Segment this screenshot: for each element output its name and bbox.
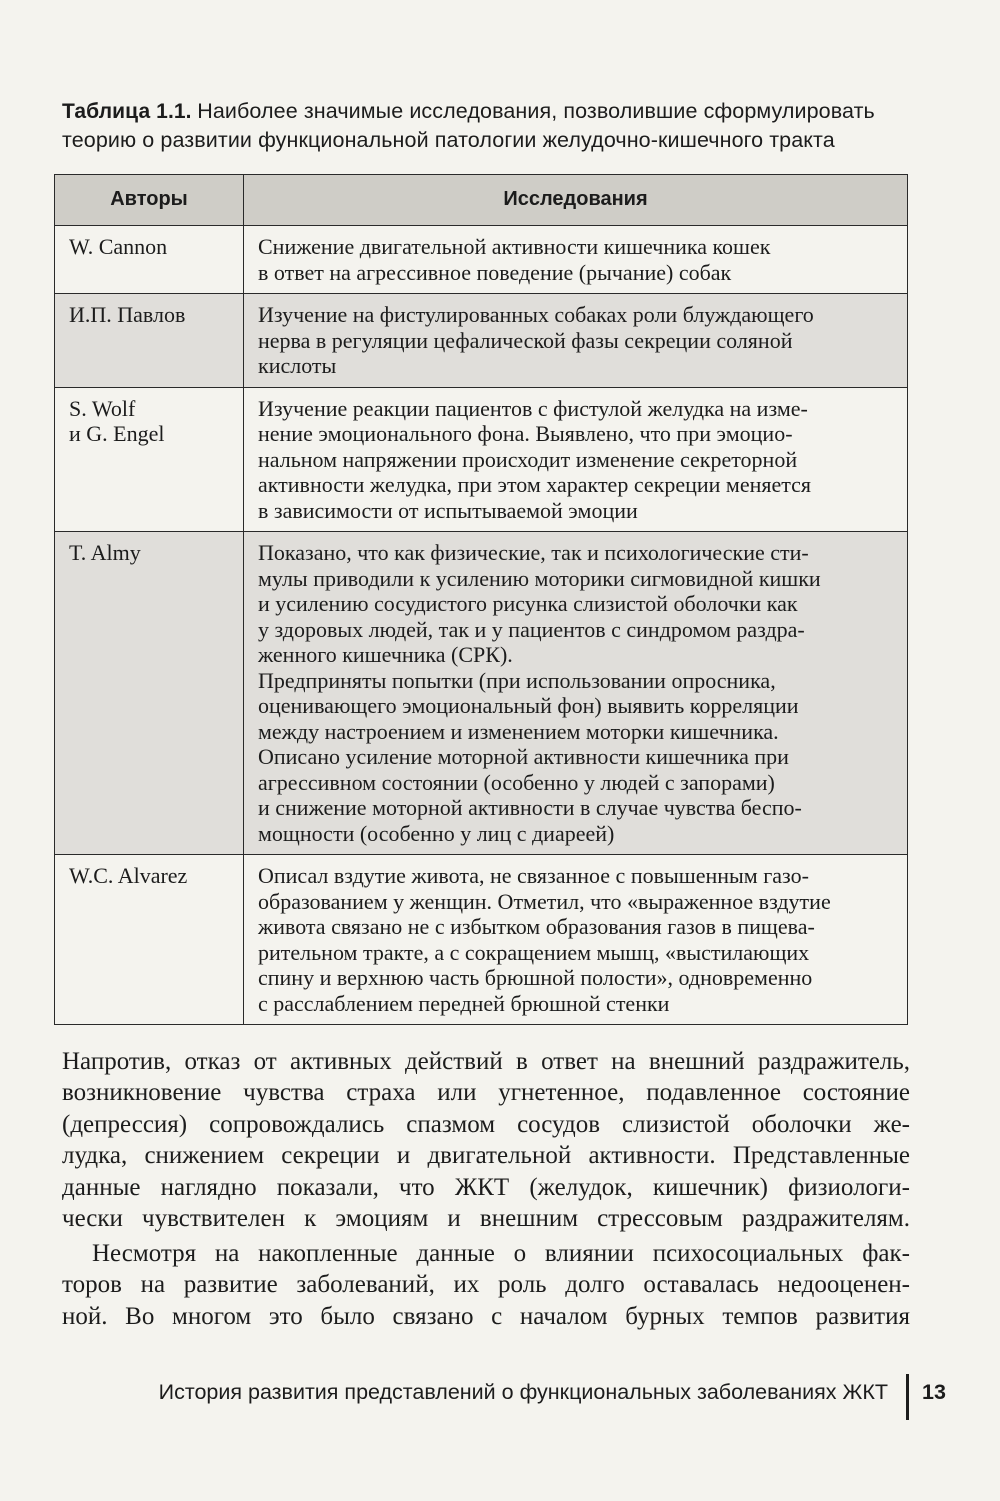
study-line: спину и верхнюю часть брюшной полости», одновременно	[258, 965, 813, 990]
study-cell	[244, 294, 908, 388]
body-line: данные наглядно показали, что ЖКТ (желудок, кишечник) физиологи-	[62, 1173, 910, 1201]
author-line: и G. Engel	[69, 421, 165, 446]
table-caption	[62, 96, 912, 155]
body-paragraph-2	[62, 1238, 910, 1332]
study-line: Снижение двигательной активности кишечника кошек	[258, 234, 771, 259]
study-line: мощности (особенно у лиц с диареей)	[258, 820, 615, 846]
body-line: Несмотря на накопленные данные о влиянии психосоциальных фак-	[92, 1240, 910, 1267]
author-line: T. Almy	[69, 540, 141, 565]
page-footer	[0, 1374, 1000, 1424]
running-title: История развития представлений о функциональных заболеваниях ЖКТ	[158, 1380, 888, 1404]
study-line: активности желудка, при этом характер секреции меняется	[258, 472, 812, 497]
study-line: между настроением и изменением моторки кишечника.	[258, 718, 779, 744]
study-line: Показано, что как физические, так и психологические сти-	[258, 540, 809, 565]
study-line: женного кишечника (СРК).	[258, 642, 513, 667]
study-line: Описано усиление моторной активности кишечника при	[258, 744, 789, 769]
study-line: Предприняты попытки (при использовании опросника,	[258, 667, 776, 693]
authors-cell	[55, 294, 244, 388]
header-authors: Авторы	[55, 175, 244, 226]
study-line: у здоровых людей, так и у пациентов с синдромом раздра-	[258, 616, 805, 642]
study-cell	[244, 855, 908, 1025]
study-cell	[244, 387, 908, 532]
study-line: Описал вздутие живота, не связанное с повышенным газо-	[258, 863, 809, 888]
study-line: в ответ на агрессивное поведение (рычание) собак	[258, 259, 732, 285]
body-line: торов на развитие заболеваний, их роль долго оставалась недооценен-	[62, 1271, 910, 1299]
author-line: И.П. Павлов	[69, 302, 186, 327]
body-line: возникновение чувства страха или угнетенное, подавленное состояние	[62, 1079, 910, 1107]
table-row	[55, 226, 908, 294]
study-line: нальном напряжении происходит изменение секреторной	[258, 446, 798, 472]
authors-cell	[55, 855, 244, 1025]
study-line: нение эмоционального фона. Выявлено, что при эмоцио-	[258, 421, 793, 446]
study-line: Изучение на фистулированных собаках роли блуждающего	[258, 302, 814, 327]
study-line: агрессивном состоянии (особенно у людей с запорами)	[258, 769, 775, 795]
body-line: Напротив, отказ от активных действий в ответ на внешний раздражитель,	[62, 1048, 910, 1075]
authors-cell	[55, 532, 244, 855]
table-body	[55, 226, 908, 1025]
authors-cell	[55, 226, 244, 294]
table-row	[55, 532, 908, 855]
author-line: W.C. Alvarez	[69, 863, 188, 888]
table-header-row	[55, 175, 908, 226]
study-line: в зависимости от испытываемой эмоции	[258, 497, 638, 523]
body-line: лудка, снижением секреции и двигательной активности. Представленные	[62, 1142, 910, 1170]
study-line: Изучение реакции пациентов с фистулой желудка на изме-	[258, 395, 808, 421]
study-line: с расслаблением передней брюшной стенки	[258, 990, 670, 1016]
table-row	[55, 387, 908, 532]
studies-table	[54, 174, 908, 1025]
study-line: оценивающего эмоциональный фон) выявить корреляции	[258, 693, 799, 718]
study-line: живота связано не с избытком образования газов в пищева-	[258, 914, 815, 939]
author-line: S. Wolf	[69, 395, 136, 421]
header-studies: Исследования	[244, 175, 908, 226]
table-caption-title-line: теорию о развитии функциональной патологии желудочно-кишечного тракта	[62, 128, 835, 152]
study-cell	[244, 226, 908, 294]
footer-divider	[906, 1374, 909, 1420]
author-line: W. Cannon	[69, 234, 168, 259]
table-row	[55, 855, 908, 1025]
body-line: ной. Во многом это было связано с началом бурных темпов развития	[62, 1302, 910, 1330]
body-line: чески чувствителен к эмоциям и внешним стрессовым раздражителям.	[62, 1205, 910, 1233]
study-line: и усилению сосудистого рисунка слизистой оболочки как	[258, 591, 798, 616]
table-caption-label: Таблица 1.1.	[62, 100, 192, 123]
study-line: рительном тракте, а с сокращением мышц, «выстилающих	[258, 939, 810, 965]
body-paragraph-1	[62, 1046, 910, 1234]
body-line: (депрессия) сопровождались спазмом сосудов слизистой оболочки же-	[62, 1110, 910, 1138]
study-line: кислоты	[258, 353, 337, 378]
study-line: образованием у женщин. Отметил, что «выраженное вздутие	[258, 888, 831, 914]
study-cell	[244, 532, 908, 855]
table-row	[55, 294, 908, 388]
page-number: 13	[922, 1380, 946, 1404]
study-line: и снижение моторной активности в случае чувства беспо-	[258, 795, 802, 820]
table-caption-title-line: Наиболее значимые исследования, позволившие сформулировать	[197, 99, 875, 123]
study-line: нерва в регуляции цефалической фазы секреции соляной	[258, 327, 793, 353]
authors-cell	[55, 387, 244, 532]
study-line: мулы приводили к усилению моторики сигмовидной кишки	[258, 565, 821, 591]
